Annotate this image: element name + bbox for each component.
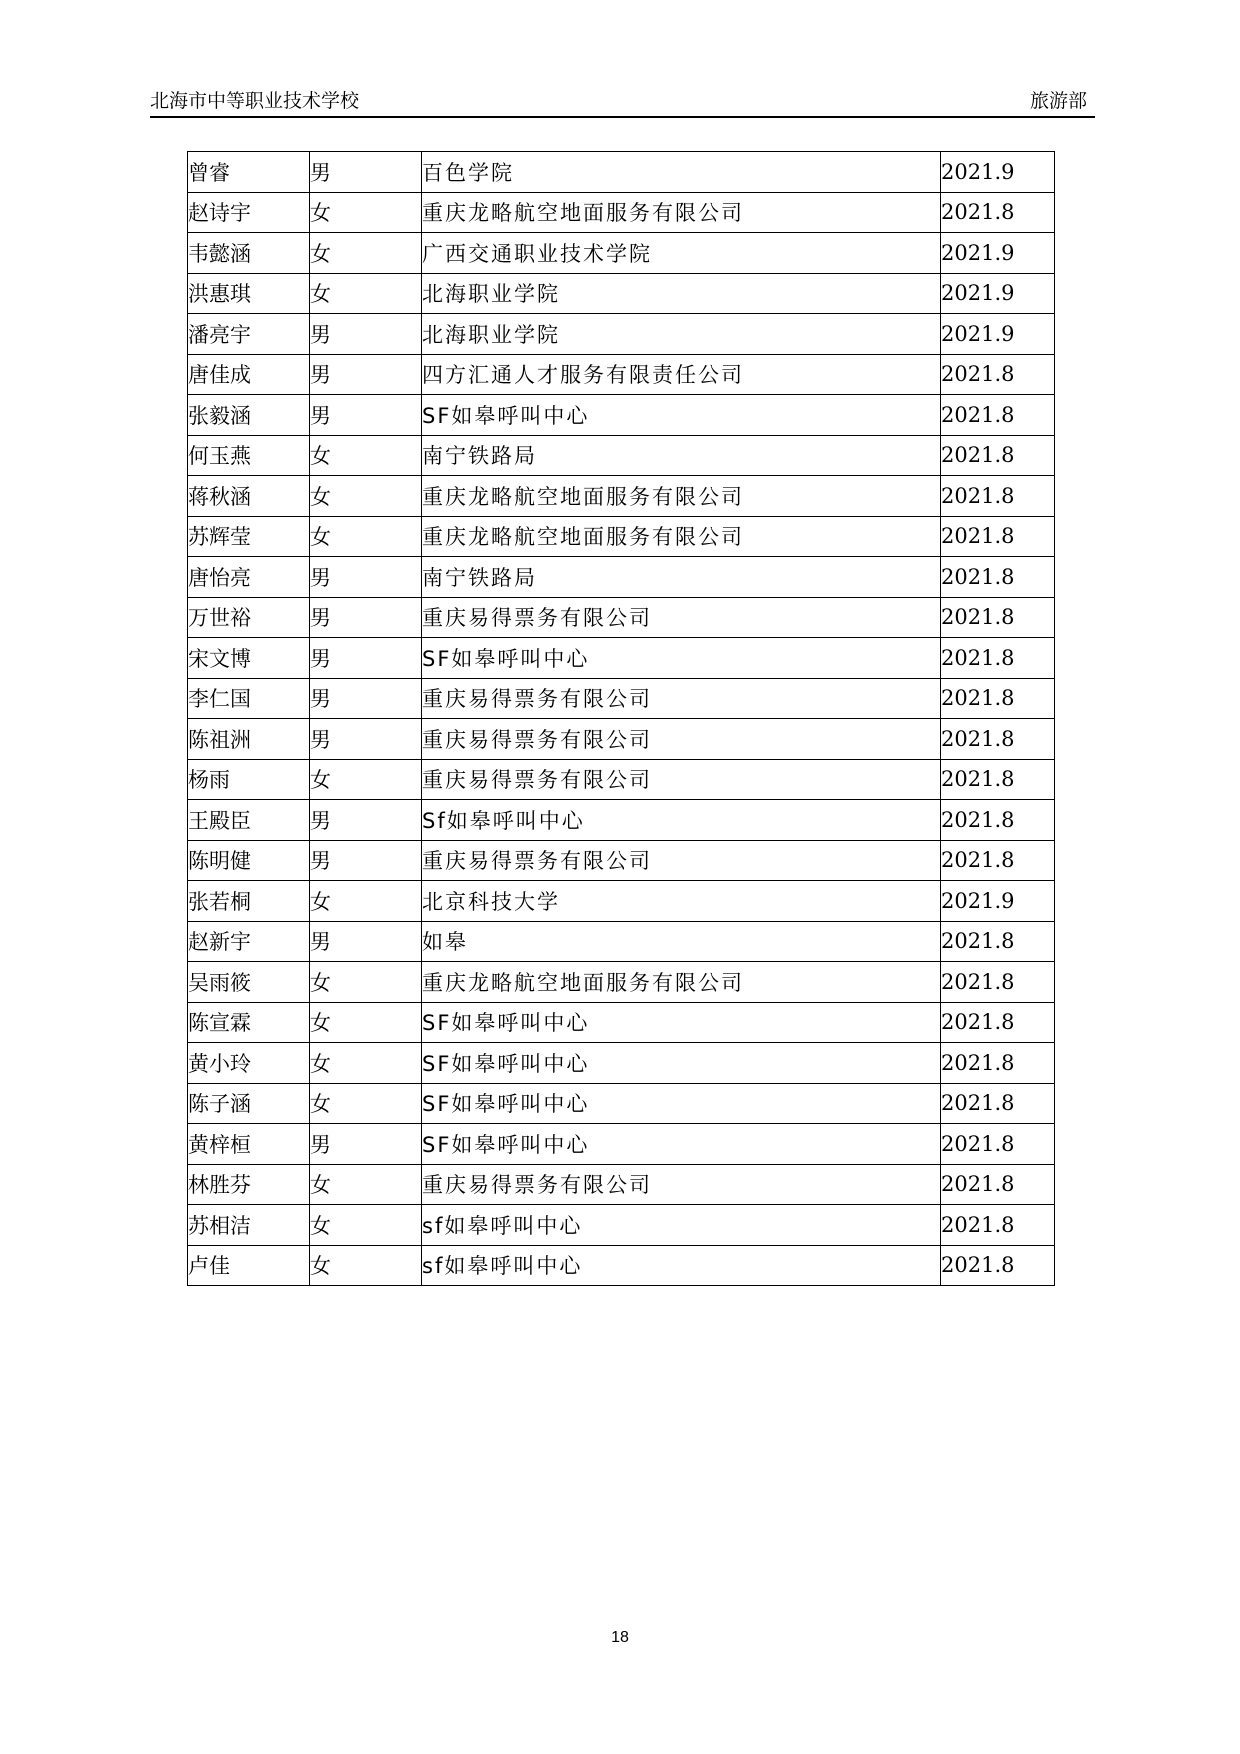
cell-sex: 男 — [310, 921, 422, 962]
cell-name: 王殿臣 — [188, 800, 310, 841]
cell-name: 黄梓桓 — [188, 1124, 310, 1165]
cell-sex: 女 — [310, 476, 422, 517]
table-row — [188, 597, 1055, 638]
table-row — [188, 962, 1055, 1003]
cell-employer: SF如皋呼叫中心 — [422, 1083, 941, 1124]
cell-sex: 男 — [310, 678, 422, 719]
table-row — [188, 759, 1055, 800]
cell-employer: 重庆龙略航空地面服务有限公司 — [422, 962, 941, 1003]
cell-name: 李仁国 — [188, 678, 310, 719]
cell-employer: 重庆易得票务有限公司 — [422, 597, 941, 638]
page-header — [150, 88, 1095, 118]
table-row — [188, 678, 1055, 719]
cell-sex: 女 — [310, 1083, 422, 1124]
cell-date: 2021.8 — [941, 921, 1055, 962]
table-row — [188, 1002, 1055, 1043]
table-row — [188, 516, 1055, 557]
cell-employer: 重庆龙略航空地面服务有限公司 — [422, 476, 941, 517]
cell-date: 2021.8 — [941, 395, 1055, 436]
school-name: 北海市中等职业技术学校 — [150, 90, 360, 112]
table-row — [188, 476, 1055, 517]
cell-employer: 重庆易得票务有限公司 — [422, 678, 941, 719]
cell-sex: 女 — [310, 1043, 422, 1084]
cell-name: 洪惠琪 — [188, 273, 310, 314]
cell-employer: SF如皋呼叫中心 — [422, 1124, 941, 1165]
cell-sex: 男 — [310, 638, 422, 679]
cell-employer: 南宁铁路局 — [422, 435, 941, 476]
cell-employer: sf如皋呼叫中心 — [422, 1205, 941, 1246]
table-row — [188, 1043, 1055, 1084]
cell-date: 2021.8 — [941, 354, 1055, 395]
cell-name: 陈子涵 — [188, 1083, 310, 1124]
table-row — [188, 1164, 1055, 1205]
cell-sex: 女 — [310, 1205, 422, 1246]
cell-employer: SF如皋呼叫中心 — [422, 638, 941, 679]
cell-name: 张毅涵 — [188, 395, 310, 436]
cell-date: 2021.8 — [941, 759, 1055, 800]
cell-sex: 男 — [310, 152, 422, 193]
cell-employer: 如皋 — [422, 921, 941, 962]
cell-employer: 重庆易得票务有限公司 — [422, 719, 941, 760]
cell-sex: 男 — [310, 395, 422, 436]
cell-date: 2021.8 — [941, 638, 1055, 679]
cell-employer: 重庆易得票务有限公司 — [422, 1164, 941, 1205]
cell-employer: 重庆易得票务有限公司 — [422, 759, 941, 800]
cell-name: 苏相洁 — [188, 1205, 310, 1246]
cell-date: 2021.8 — [941, 476, 1055, 517]
cell-sex: 女 — [310, 273, 422, 314]
cell-name: 赵诗宇 — [188, 192, 310, 233]
cell-sex: 男 — [310, 840, 422, 881]
cell-sex: 女 — [310, 962, 422, 1003]
cell-employer: 重庆龙略航空地面服务有限公司 — [422, 516, 941, 557]
cell-name: 赵新宇 — [188, 921, 310, 962]
page-number: 18 — [611, 1629, 629, 1646]
cell-sex: 女 — [310, 881, 422, 922]
table-row — [188, 273, 1055, 314]
cell-date: 2021.8 — [941, 557, 1055, 598]
cell-date: 2021.8 — [941, 840, 1055, 881]
cell-sex: 男 — [310, 314, 422, 355]
table-row — [188, 395, 1055, 436]
cell-date: 2021.8 — [941, 435, 1055, 476]
cell-sex: 男 — [310, 800, 422, 841]
cell-sex: 女 — [310, 435, 422, 476]
cell-employer: 南宁铁路局 — [422, 557, 941, 598]
cell-date: 2021.8 — [941, 192, 1055, 233]
cell-name: 苏辉莹 — [188, 516, 310, 557]
cell-sex: 男 — [310, 597, 422, 638]
cell-date: 2021.8 — [941, 1124, 1055, 1165]
table-row — [188, 1245, 1055, 1286]
cell-employer: 重庆龙略航空地面服务有限公司 — [422, 192, 941, 233]
department-name: 旅游部 — [1029, 90, 1087, 112]
table-row — [188, 638, 1055, 679]
cell-name: 杨雨 — [188, 759, 310, 800]
cell-sex: 女 — [310, 1164, 422, 1205]
cell-name: 曾睿 — [188, 152, 310, 193]
table-row — [188, 881, 1055, 922]
cell-name: 陈宣霖 — [188, 1002, 310, 1043]
cell-date: 2021.8 — [941, 800, 1055, 841]
cell-employer: SF如皋呼叫中心 — [422, 395, 941, 436]
cell-name: 唐佳成 — [188, 354, 310, 395]
table-row — [188, 840, 1055, 881]
cell-sex: 女 — [310, 1245, 422, 1286]
cell-sex: 男 — [310, 354, 422, 395]
cell-sex: 男 — [310, 1124, 422, 1165]
cell-name: 吴雨筱 — [188, 962, 310, 1003]
table-row — [188, 557, 1055, 598]
cell-date: 2021.8 — [941, 962, 1055, 1003]
cell-employer: 四方汇通人才服务有限责任公司 — [422, 354, 941, 395]
cell-date: 2021.8 — [941, 516, 1055, 557]
table-row — [188, 1205, 1055, 1246]
cell-employer: 北海职业学院 — [422, 273, 941, 314]
cell-date: 2021.8 — [941, 1164, 1055, 1205]
cell-date: 2021.8 — [941, 597, 1055, 638]
cell-date: 2021.8 — [941, 1043, 1055, 1084]
cell-sex: 男 — [310, 719, 422, 760]
cell-date: 2021.9 — [941, 152, 1055, 193]
cell-employer: 广西交通职业技术学院 — [422, 233, 941, 274]
table-row — [188, 314, 1055, 355]
cell-name: 蒋秋涵 — [188, 476, 310, 517]
cell-name: 唐怡亮 — [188, 557, 310, 598]
table-body — [188, 152, 1055, 1286]
cell-date: 2021.8 — [941, 1083, 1055, 1124]
cell-sex: 女 — [310, 516, 422, 557]
table-row — [188, 435, 1055, 476]
cell-date: 2021.8 — [941, 678, 1055, 719]
cell-name: 陈祖洲 — [188, 719, 310, 760]
cell-name: 黄小玲 — [188, 1043, 310, 1084]
table-row — [188, 152, 1055, 193]
cell-name: 万世裕 — [188, 597, 310, 638]
cell-name: 张若桐 — [188, 881, 310, 922]
table-row — [188, 1083, 1055, 1124]
cell-date: 2021.9 — [941, 881, 1055, 922]
cell-date: 2021.8 — [941, 1245, 1055, 1286]
cell-name: 宋文博 — [188, 638, 310, 679]
table-row — [188, 192, 1055, 233]
cell-sex: 女 — [310, 1002, 422, 1043]
cell-date: 2021.8 — [941, 719, 1055, 760]
cell-sex: 女 — [310, 192, 422, 233]
table-row — [188, 233, 1055, 274]
table-row — [188, 354, 1055, 395]
table-row — [188, 1124, 1055, 1165]
cell-sex: 女 — [310, 759, 422, 800]
cell-name: 潘亮宇 — [188, 314, 310, 355]
cell-date: 2021.8 — [941, 1002, 1055, 1043]
cell-name: 何玉燕 — [188, 435, 310, 476]
cell-name: 林胜芬 — [188, 1164, 310, 1205]
cell-employer: 北京科技大学 — [422, 881, 941, 922]
cell-employer: SF如皋呼叫中心 — [422, 1043, 941, 1084]
cell-date: 2021.9 — [941, 273, 1055, 314]
cell-employer: 北海职业学院 — [422, 314, 941, 355]
graduate-employment-table — [187, 151, 1055, 1286]
cell-name: 韦懿涵 — [188, 233, 310, 274]
cell-employer: 百色学院 — [422, 152, 941, 193]
cell-sex: 女 — [310, 233, 422, 274]
cell-date: 2021.9 — [941, 314, 1055, 355]
cell-employer: 重庆易得票务有限公司 — [422, 840, 941, 881]
table-row — [188, 800, 1055, 841]
cell-name: 卢佳 — [188, 1245, 310, 1286]
cell-employer: Sf如皋呼叫中心 — [422, 800, 941, 841]
cell-name: 陈明健 — [188, 840, 310, 881]
cell-employer: SF如皋呼叫中心 — [422, 1002, 941, 1043]
cell-date: 2021.9 — [941, 233, 1055, 274]
table-row — [188, 719, 1055, 760]
table-row — [188, 921, 1055, 962]
cell-employer: sf如皋呼叫中心 — [422, 1245, 941, 1286]
cell-sex: 男 — [310, 557, 422, 598]
cell-date: 2021.8 — [941, 1205, 1055, 1246]
